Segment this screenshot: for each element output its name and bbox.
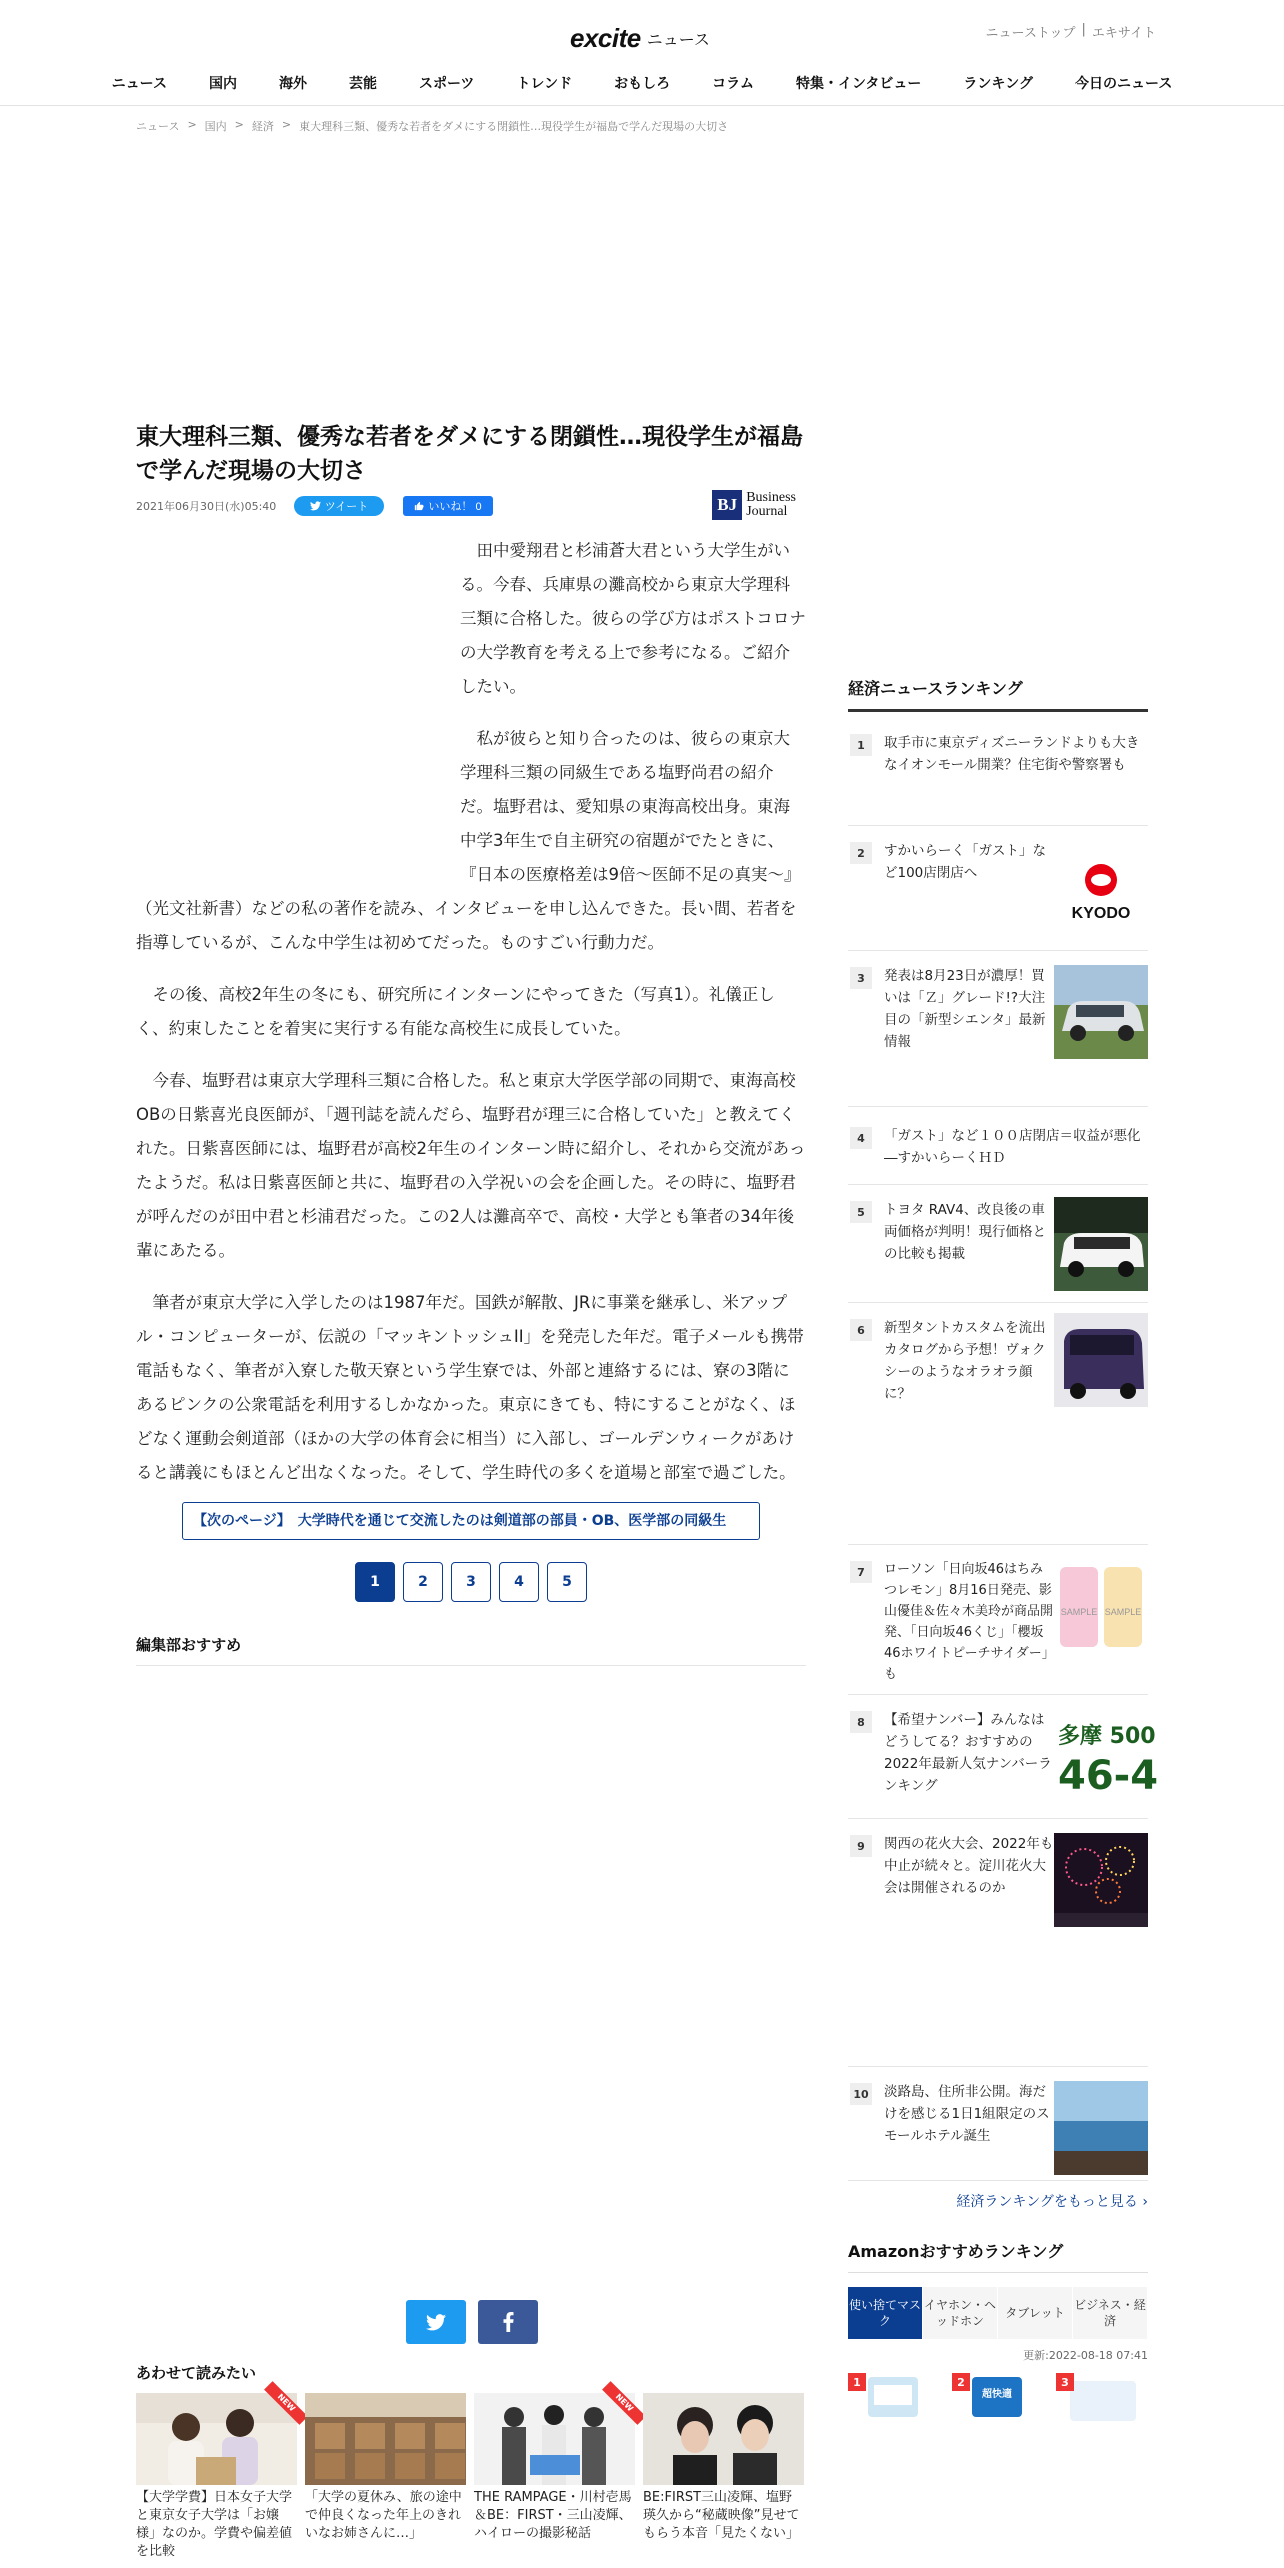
pagination bbox=[136, 1562, 806, 1602]
share-buttons bbox=[406, 2300, 538, 2344]
article bbox=[136, 420, 806, 1666]
related-thumb-students bbox=[136, 2393, 297, 2485]
rank-text: ローソン「日向坂46はちみつレモン」8月16日発売、影山優佳＆佐々木美玲が商品開発、「日向坂46くじ」「櫻坂46ホワイトピーチサイダー」も bbox=[884, 1562, 1054, 1682]
nav-entertainment[interactable]: 芸能 bbox=[348, 76, 377, 92]
related-articles bbox=[136, 2362, 806, 2559]
amazon-item-1[interactable] bbox=[848, 2373, 942, 2413]
tab-masks[interactable]: 使い捨てマスク bbox=[848, 2287, 923, 2339]
lawson-thumb-sample: SAMPLE bbox=[1060, 1607, 1098, 1617]
like-label: いいね！ 0 bbox=[428, 501, 482, 513]
related-item-text: 【大学学費】日本女子大学と東京女子大学は「お嬢様」なのか。学費や偏差値を比較 bbox=[136, 2490, 293, 2559]
page-2-button[interactable]: 2 bbox=[403, 1562, 443, 1602]
nav-news[interactable]: ニュース bbox=[111, 76, 167, 92]
rank-text: 淡路島、住所非公開。海だけを感じる1日1組限定のスモールホテル誕生 bbox=[884, 2084, 1050, 2144]
related-item-text: THE RAMPAGE・川村壱馬＆BE：FIRST・三山凌輝、ハイローの撮影秘話 bbox=[474, 2490, 632, 2541]
number-plate-thumb bbox=[1054, 1709, 1159, 1803]
tweet-button[interactable] bbox=[294, 496, 384, 516]
nav-funny[interactable]: おもしろ bbox=[614, 76, 671, 92]
rank-text: 【希望ナンバー】みんなはどうしてる？おすすめの2022年最新人気ナンバーランキング bbox=[884, 1712, 1052, 1794]
rank-number: 8 bbox=[850, 1711, 872, 1733]
amazon-tabs bbox=[848, 2287, 1148, 2339]
amazon-item-2-text: 超快適 bbox=[982, 2389, 1012, 2400]
ranking-item-8[interactable] bbox=[848, 1695, 1159, 1819]
related-item[interactable] bbox=[305, 2393, 466, 2545]
amazon-items bbox=[848, 2373, 1148, 2413]
facebook-share-button[interactable] bbox=[478, 2300, 538, 2344]
related-grid bbox=[136, 2392, 806, 2559]
nav-column[interactable]: コラム bbox=[712, 76, 754, 92]
sea-hotel-thumb bbox=[1054, 2081, 1148, 2175]
more-ranking-link[interactable]: 経済ランキングをもっと見る › bbox=[956, 2194, 1148, 2210]
rank-text: 関西の花火大会、2022年も中止が続々と。淀川花火大会は開催されるのか bbox=[884, 1836, 1054, 1896]
next-page-link[interactable]: 【次のページ】 大学時代を通じて交流したのは剣道部の部員・OB、医学部の同級生 bbox=[182, 1502, 760, 1540]
amazon-rank-badge: 3 bbox=[1056, 2373, 1074, 2391]
nav-overseas[interactable]: 海外 bbox=[278, 76, 307, 92]
rav4-thumb bbox=[1054, 1197, 1148, 1291]
ranking-item-10[interactable] bbox=[848, 2067, 1148, 2181]
related-thumb-train bbox=[305, 2393, 466, 2485]
plate-text-bottom: 46-4 bbox=[1058, 1753, 1159, 1799]
rank-number: 7 bbox=[850, 1561, 872, 1583]
new-badge: NEW bbox=[602, 2381, 646, 2425]
article-paragraph: 今春、塩野君は東京大学理科三類に合格した。私と東京大学医学部の同期で、東海高校OBの日紫喜光良医師が、「週刊誌を読んだら、塩野君が理三に合格していた」と教えてくれた。日紫喜医師には、塩野君が高校2年生のインターン時に紹介し、それから交流があったようだ。私は日紫喜医師と共に、塩野君の入学祝いの会を企画した。その時に、塩野君が呼んだのが田中君と杉浦君だった。この2人は灘高卒で、高校・大学とも筆者の34年後輩にあたる。 bbox=[136, 1071, 806, 1260]
nav-ranking[interactable]: ランキング bbox=[963, 76, 1034, 92]
article-title: 東大理科三類、優秀な若者をダメにする閉鎖性…現役学生が福島で学んだ現場の大切さ bbox=[136, 424, 803, 484]
header-links bbox=[986, 22, 1156, 41]
tab-tablets[interactable]: タブレット bbox=[998, 2287, 1073, 2339]
amazon-updated: 更新:2022-08-18 07:41 bbox=[1023, 2349, 1148, 2362]
article-meta bbox=[136, 490, 806, 528]
amazon-item-2[interactable] bbox=[952, 2373, 1046, 2413]
article-paragraph: 筆者が東京大学に入学したのは1987年だ。国鉄が解散、JRに事業を継承し、米アップル・コンピューターが、伝説の「マッキントッシュII」を発売した年だ。電子メールも携帯電話もなく、筆者が入寮した敬天寮という学生寮では、外部と連絡するには、寮の3階にあるピンクの公衆電話を利用するしかなかった。東京にきても、特にすることがなく、ほどなく運動会剣道部（ほかの大学の体育会に相当）に入部し、ゴールデンウィークがあけると講義にもほとんど出なくなった。そして、学生時代の多くを道場と部室で過ごした。 bbox=[136, 1293, 804, 1482]
article-paragraph: 私が彼らと知り合ったのは、彼らの東京大学理科三類の同級生である塩野尚君の紹介だ。塩野君は、愛知県の東海高校出身。東海中学3年生で自主研究の宿題がでたときに、『日本の医療格差は9倍～医師不足の真実～』（光文社新書）などの私の著作を読み、インタビューを申し込んできた。長い間、若者を指導しているが、こんな中学生は初めてだった。ものすごい行動力だ。 bbox=[136, 729, 801, 952]
article-date: 2021年06月30日(水)05:40 bbox=[136, 500, 277, 513]
tanto-thumb bbox=[1054, 1313, 1148, 1407]
ranking-item-3[interactable] bbox=[848, 951, 1148, 1107]
car-thumb bbox=[1054, 965, 1148, 1059]
nav-sports[interactable]: スポーツ bbox=[418, 76, 475, 92]
rank-text: 「ガスト」など１００店閉店＝収益が悪化―すかいらーくＨＤ bbox=[884, 1128, 1141, 1166]
nav-feature[interactable]: 特集・インタビュー bbox=[795, 76, 922, 92]
related-thumb-group bbox=[474, 2393, 635, 2485]
twitter-bird-icon bbox=[310, 501, 321, 511]
tab-business[interactable]: ビジネス・経済 bbox=[1073, 2287, 1148, 2339]
rank-number: 3 bbox=[850, 967, 872, 989]
thumbs-up-icon bbox=[414, 501, 424, 511]
breadcrumb-sep: > bbox=[281, 118, 292, 131]
related-item[interactable] bbox=[643, 2393, 804, 2545]
page-4-button[interactable]: 4 bbox=[499, 1562, 539, 1602]
rank-text: トヨタ RAV4、改良後の車両価格が判明！現行価格との比較も掲載 bbox=[884, 1202, 1046, 1262]
twitter-icon bbox=[426, 2314, 446, 2331]
rank-number: 2 bbox=[850, 842, 872, 864]
related-thumb-duo bbox=[643, 2393, 804, 2485]
article-body bbox=[136, 534, 806, 1490]
facebook-icon bbox=[503, 2312, 514, 2332]
main-nav bbox=[0, 68, 1284, 100]
breadcrumb-domestic[interactable]: 国内 bbox=[204, 120, 227, 133]
ranking-item-9[interactable] bbox=[848, 1819, 1148, 2067]
rank-text: すかいらーく「ガスト」など100店閉店へ bbox=[884, 843, 1046, 881]
ranking-title: 経済ニュースランキング bbox=[848, 676, 1148, 712]
ranking-item-2[interactable] bbox=[848, 826, 1148, 951]
editor-picks-title: 編集部おすすめ bbox=[136, 1634, 806, 1666]
tab-earphones[interactable]: イヤホン・ヘッドホン bbox=[923, 2287, 998, 2339]
article-paragraph: 田中愛翔君と杉浦蒼大君という大学生がいる。今春、兵庫県の灘高校から東京大学理科三類に合格した。彼らの学び方はポストコロナの大学教育を考える上で参考になる。ご紹介したい。 bbox=[460, 541, 806, 696]
breadcrumb-sep: > bbox=[234, 118, 244, 131]
rank-number: 4 bbox=[850, 1127, 872, 1149]
amazon-item-3[interactable] bbox=[1056, 2373, 1150, 2413]
related-item-text: 「大学の夏休み、旅の途中で仲良くなった年上のきれいなお姉さんに…」 bbox=[305, 2490, 462, 2541]
lawson-thumb-sample: SAMPLE bbox=[1104, 1607, 1142, 1617]
rank-text: 取手市に東京ディズニーランドよりも大きなイオンモール開業？住宅街や警察署も bbox=[884, 735, 1140, 773]
related-item[interactable] bbox=[474, 2393, 635, 2545]
bj-name: Business Journal bbox=[746, 490, 796, 519]
excite-logo[interactable] bbox=[570, 14, 710, 54]
amazon-rank-badge: 2 bbox=[952, 2373, 970, 2391]
article-paragraph: その後、高校2年生の冬にも、研究所にインターンにやってきた（写真1）。礼儀正しく、約束したことを着実に実行する有能な高校生に成長していた。 bbox=[136, 985, 775, 1038]
ranking-item-5[interactable] bbox=[848, 1185, 1148, 1303]
twitter-share-button[interactable] bbox=[406, 2300, 466, 2344]
page-3-button[interactable]: 3 bbox=[451, 1562, 491, 1602]
chevron-right-icon: › bbox=[1142, 2194, 1148, 2210]
breadcrumb-economy[interactable]: 経済 bbox=[251, 120, 274, 133]
sidebar bbox=[848, 676, 1159, 2413]
rank-number: 6 bbox=[850, 1319, 872, 1341]
excite-link[interactable]: エキサイト bbox=[1091, 26, 1156, 41]
header-link-separator: | bbox=[1081, 22, 1086, 37]
new-badge: NEW bbox=[264, 2381, 308, 2425]
breadcrumb bbox=[136, 118, 728, 134]
nav-trend[interactable]: トレンド bbox=[516, 76, 573, 92]
news-top-link[interactable]: ニューストップ bbox=[985, 26, 1076, 41]
related-item-text: BE:FIRST三山凌輝、塩野瑛久から“秘蔵映像”見せてもらう本音「見たくない」 bbox=[643, 2490, 800, 2541]
ranking-item-7[interactable] bbox=[848, 1545, 1148, 1695]
amazon-rank-badge: 1 bbox=[848, 2373, 866, 2391]
lawson-thumb bbox=[1054, 1559, 1148, 1653]
rank-number: 5 bbox=[850, 1201, 872, 1223]
nav-domestic[interactable]: 国内 bbox=[208, 76, 237, 92]
breadcrumb-news[interactable]: ニュース bbox=[136, 120, 180, 133]
fireworks-thumb bbox=[1054, 1833, 1148, 1927]
plate-text-top: 多摩 500 bbox=[1058, 1724, 1156, 1749]
logo-news-text: ニュース bbox=[646, 30, 710, 49]
related-title: あわせて読みたい bbox=[136, 2364, 257, 2382]
ranking-item-1[interactable] bbox=[848, 712, 1148, 826]
bj-mark: BJ bbox=[712, 490, 742, 520]
tweet-label: ツイート bbox=[324, 501, 369, 513]
rank-number: 10 bbox=[850, 2083, 872, 2105]
business-journal-logo[interactable] bbox=[712, 490, 796, 520]
breadcrumb-current: 東大理科三類、優秀な若者をダメにする閉鎖性…現役学生が福島で学んだ現場の大切さ bbox=[299, 120, 729, 133]
breadcrumb-sep: > bbox=[187, 118, 197, 131]
page-5-button[interactable]: 5 bbox=[547, 1562, 587, 1602]
rank-text: 発表は8月23日が濃厚！買いは「Ｚ」グレード!?大注目の「新型シエンタ」最新情報 bbox=[884, 968, 1046, 1050]
nav-today[interactable]: 今日のニュース bbox=[1075, 76, 1173, 92]
article-ad-space bbox=[136, 534, 460, 874]
kyodo-thumb-text: KYODO bbox=[1071, 905, 1131, 922]
logo-excite-text: excite bbox=[570, 23, 641, 53]
site-header bbox=[0, 0, 1284, 106]
rank-number: 9 bbox=[850, 1835, 872, 1857]
rank-number: 1 bbox=[850, 734, 872, 756]
related-item[interactable] bbox=[136, 2392, 297, 2559]
ranking-item-6[interactable] bbox=[848, 1303, 1148, 1545]
kyodo-thumb bbox=[1054, 842, 1148, 936]
page-1-button[interactable]: 1 bbox=[355, 1562, 395, 1602]
facebook-like-button[interactable] bbox=[403, 496, 493, 516]
rank-text: 新型タントカスタムを流出カタログから予想！ヴォクシーのようなオラオラ顔に？ bbox=[884, 1320, 1046, 1402]
ranking-item-4[interactable] bbox=[848, 1107, 1148, 1185]
amazon-ranking-title: Amazonおすすめランキング bbox=[848, 2239, 1148, 2273]
